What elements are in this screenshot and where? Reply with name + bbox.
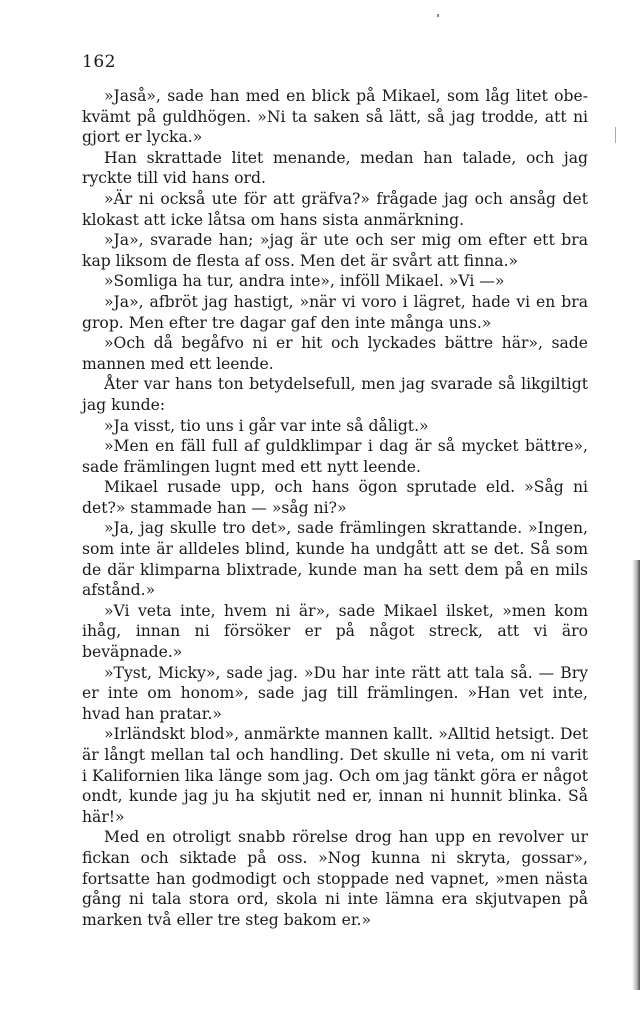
- paragraph: »Irländskt blod», anmärkte mannen kallt. »Alltid hetsigt. Det är långt mellan tal och handling. Det skulle ni veta, om ni varit i Kalifornien lika länge som jag. Och om jag tänkt göra er något ondt, kunde jag ju ha skjutit ned er, innan ni hunnit blinka. Så här!»: [82, 725, 588, 826]
- paragraph: »Är ni också ute för att gräfva?» frågade jag och ansåg det klokast att icke låtsa om hans sista anmärkning.: [82, 189, 588, 229]
- page-number: 162: [82, 52, 116, 72]
- paragraph: »Ja», svarade han; »jag är ute och ser mig om efter ett bra kap liksom de flesta af oss. Men det är svårt att finna.»: [82, 231, 588, 270]
- paragraph: Med en otroligt snabb rörelse drog han upp en revolver ur fickan och siktade på oss. »Nog kunna ni skryta, gossar», fortsatte han godmodigt och stoppade ned vapnet, »men nästa gång ni tala stora ord, skola ni inte lämna era skjutvapen på marken två eller tre steg bakom er.»: [82, 828, 588, 929]
- paragraph: Åter var hans ton betydelsefull, men jag svarade så likgiltigt jag kunde:: [82, 375, 588, 414]
- paragraph: »Tyst, Micky», sade jag. »Du har inte rätt att tala så. — Bry er inte om honom», sade jag till främlingen. »Han vet inte, hvad han pratar.»: [82, 663, 588, 723]
- paragraph: Mikael rusade upp, och hans ögon sprutade eld. »Såg ni det?» stammade han — »såg ni?»: [82, 478, 588, 517]
- paragraph: »Ja visst, tio uns i går var inte så dåligt.»: [104, 416, 429, 435]
- print-speck: [615, 127, 616, 143]
- paragraph: »Men en fäll full af guldklimpar i dag är så mycket bättre», sade främlingen lugnt med ett nytt leende.: [82, 437, 588, 476]
- paragraph: »Ja, jag skulle tro det», sade främlingen skrattande. »Ingen, som inte är alldeles blind, kunde ha undgått att se det. Så som de där klimparna blixtrade, kunde man ha sett dem på en mils afstånd.»: [82, 519, 588, 600]
- paragraph: Han skrattade litet menande, medan han talade, och jag ryckte till vid hans ord.: [82, 148, 588, 188]
- print-speck: [437, 14, 439, 17]
- page-edge-shadow: [632, 560, 640, 990]
- body-text: [82, 86, 588, 930]
- paragraph: »Vi veta inte, hvem ni är», sade Mikael ilsket, »men kom ihåg, innan ni försöker er på något streck, att vi äro beväpnade.»: [82, 601, 588, 662]
- paragraph: »Och då begåfvo ni er hit och lyckades bättre här», sade mannen med ett leende.: [82, 334, 588, 373]
- paragraph: »Somliga ha tur, andra inte», inföll Mikael. »Vi —»: [104, 272, 505, 291]
- paragraph: »Ja», afbröt jag hastigt, »när vi voro i lägret, hade vi en bra grop. Men efter tre dagar gaf den inte många uns.»: [82, 292, 588, 332]
- paragraph: »Jaså», sade han med en blick på Mikael, som låg litet obekvämt på guldhögen. »Ni ta saken så lätt, så jag trodde, att ni gjort er lycka.»: [82, 87, 588, 147]
